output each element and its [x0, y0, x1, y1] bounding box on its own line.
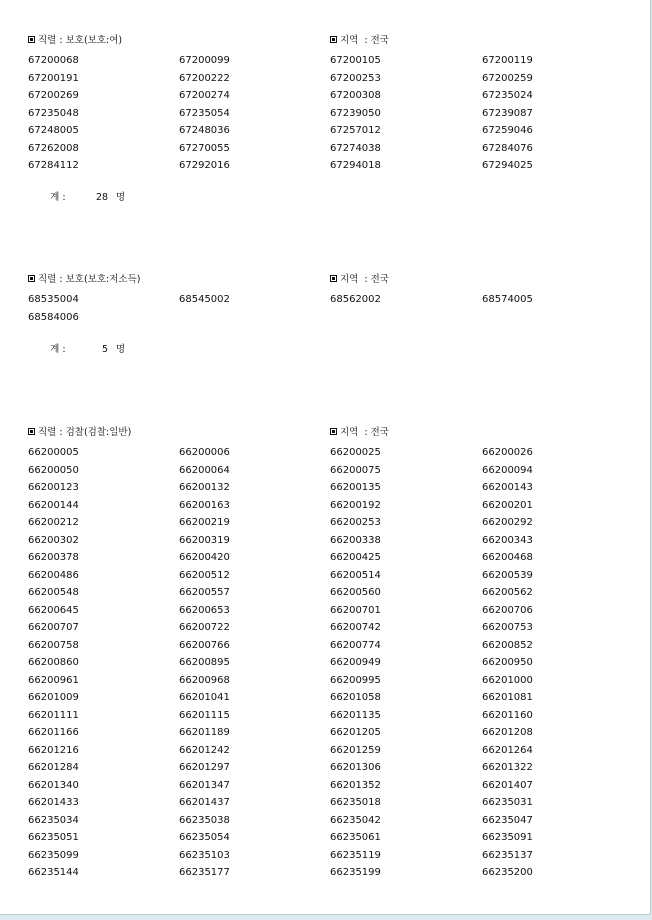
id-cell: 66200950: [482, 657, 533, 668]
square-bullet-icon: [330, 36, 337, 43]
id-cell: 67200099: [179, 55, 230, 66]
id-cell: 67200274: [179, 90, 230, 101]
job-series-label: 직렬 : 보호(보호:여): [38, 35, 123, 46]
id-cell: 67200191: [28, 72, 79, 84]
id-cell: 66200163: [179, 499, 230, 511]
id-cell: 66201041: [179, 692, 230, 703]
id-cell: 67248005: [28, 125, 79, 136]
total-count: 28: [96, 192, 109, 203]
id-cell: 66200064: [179, 464, 230, 476]
id-cell: 66201208: [482, 727, 533, 738]
job-series-header: [28, 426, 131, 440]
id-cell: 67257012: [330, 125, 381, 136]
id-cell: 66235018: [330, 797, 381, 808]
total-unit: 명: [116, 344, 126, 355]
id-cell: 67235024: [482, 90, 533, 101]
id-cell: 66200860: [28, 657, 79, 668]
id-cell: 66200144: [28, 499, 79, 511]
id-cell: 66200486: [28, 569, 79, 581]
id-cell: 66200895: [179, 657, 230, 668]
job-series-header: [28, 273, 140, 287]
id-cell: 67239050: [330, 107, 381, 119]
id-cell: 66200961: [28, 674, 79, 686]
id-cell: 66200319: [179, 534, 230, 546]
total-unit: 명: [116, 192, 126, 203]
id-cell: 66200468: [482, 552, 533, 563]
id-cell: 66201135: [330, 709, 381, 721]
id-cell: 66200706: [482, 604, 533, 616]
id-cell: 67200253: [330, 72, 381, 84]
id-cell: 66200766: [179, 639, 230, 651]
id-cell: 66200512: [179, 569, 230, 581]
id-cell: 66201306: [330, 762, 381, 773]
id-row: [28, 140, 648, 158]
id-cell: 66201407: [482, 779, 533, 791]
id-row: [28, 567, 648, 585]
id-cell: 66201189: [179, 727, 230, 738]
id-cell: 66235200: [482, 867, 533, 878]
id-row: [28, 105, 648, 123]
id-cell: 66200005: [28, 447, 79, 458]
id-row: [28, 584, 648, 602]
id-row: [28, 497, 648, 515]
id-cell: 66201433: [28, 797, 79, 808]
total-label: 계 :: [50, 192, 66, 203]
id-cell: 66201009: [28, 692, 79, 703]
id-cell: 66201058: [330, 692, 381, 703]
id-cell: 66235031: [482, 797, 533, 808]
id-row: [28, 479, 648, 497]
id-cell: 66201352: [330, 779, 381, 791]
id-cell: 66200219: [179, 517, 230, 528]
id-cell: 66235061: [330, 832, 381, 843]
id-cell: 67200068: [28, 55, 79, 66]
id-cell: 66200378: [28, 552, 79, 563]
id-cell: 66200653: [179, 604, 230, 616]
id-row: [28, 309, 648, 327]
id-cell: 66201242: [179, 744, 230, 756]
square-bullet-icon: [28, 275, 35, 282]
id-cell: 67284112: [28, 160, 79, 171]
id-cell: 66200645: [28, 604, 79, 616]
id-cell: 66200548: [28, 587, 79, 598]
id-cell: 66201340: [28, 779, 79, 791]
id-cell: 66235177: [179, 867, 230, 878]
id-cell: 66235042: [330, 814, 381, 826]
id-row: [28, 707, 648, 725]
id-cell: 66235091: [482, 832, 533, 843]
id-cell: 66200123: [28, 482, 79, 493]
id-row: [28, 52, 648, 70]
id-cell: 66200701: [330, 604, 381, 616]
id-row: [28, 654, 648, 672]
id-cell: 68535004: [28, 294, 79, 305]
id-cell: 66200343: [482, 534, 533, 546]
id-row: [28, 514, 648, 532]
id-cell: 66200968: [179, 674, 230, 686]
region-header: [330, 273, 389, 287]
id-row: [28, 829, 648, 847]
id-cell: 66201259: [330, 744, 381, 756]
id-row: [28, 777, 648, 795]
id-cell: 66201160: [482, 709, 533, 721]
id-row: [28, 444, 648, 462]
id-row: [28, 637, 648, 655]
id-row: [28, 291, 648, 309]
id-cell: 66201111: [28, 709, 79, 721]
id-cell: 66235038: [179, 814, 230, 826]
id-cell: 66235047: [482, 814, 533, 826]
id-cell: 67294018: [330, 160, 381, 171]
id-cell: 66201081: [482, 692, 533, 703]
region-header: [330, 426, 389, 440]
total-line: [32, 329, 126, 355]
id-cell: 67294025: [482, 160, 533, 171]
id-cell: 68562002: [330, 294, 381, 305]
id-cell: 66200557: [179, 587, 230, 598]
id-cell: 66200025: [330, 447, 381, 458]
id-row: [28, 532, 648, 550]
id-cell: 66200722: [179, 622, 230, 633]
id-cell: 66200742: [330, 622, 381, 633]
id-cell: 66200758: [28, 639, 79, 651]
id-cell: 66200995: [330, 674, 381, 686]
id-cell: 67200259: [482, 72, 533, 84]
region-header: [330, 34, 389, 48]
id-cell: 66201322: [482, 762, 533, 773]
id-cell: 67235054: [179, 107, 230, 119]
id-cell: 68574005: [482, 294, 533, 305]
id-cell: 66200425: [330, 552, 381, 563]
id-cell: 66200753: [482, 622, 533, 633]
id-grid: [28, 291, 648, 326]
id-cell: 66201297: [179, 762, 230, 773]
total-count: 5: [102, 344, 109, 355]
id-cell: 67248036: [179, 125, 230, 136]
id-row: [28, 87, 648, 105]
id-cell: 66200201: [482, 499, 533, 511]
id-cell: 67274038: [330, 142, 381, 154]
id-cell: 66200707: [28, 622, 79, 633]
id-cell: 68545002: [179, 294, 230, 305]
id-row: [28, 812, 648, 830]
id-grid: [28, 444, 648, 882]
id-row: [28, 794, 648, 812]
id-cell: 66200006: [179, 447, 230, 458]
id-cell: 66200539: [482, 569, 533, 581]
id-cell: 66200302: [28, 534, 79, 546]
id-row: [28, 689, 648, 707]
region-label: 지역 : 전국: [340, 427, 389, 438]
id-cell: 67239087: [482, 107, 533, 119]
id-cell: 66200562: [482, 587, 533, 598]
id-cell: 66201347: [179, 779, 230, 791]
id-cell: 67200269: [28, 90, 79, 101]
region-label: 지역 : 전국: [340, 35, 389, 46]
id-row: [28, 157, 648, 175]
id-cell: 66201205: [330, 727, 381, 738]
square-bullet-icon: [330, 428, 337, 435]
id-cell: 66200253: [330, 517, 381, 528]
id-row: [28, 122, 648, 140]
id-cell: 67200105: [330, 55, 381, 66]
id-row: [28, 724, 648, 742]
square-bullet-icon: [28, 428, 35, 435]
id-cell: 66200192: [330, 499, 381, 511]
id-cell: 66200026: [482, 447, 533, 458]
id-cell: 66201284: [28, 762, 79, 773]
id-cell: 66201437: [179, 797, 230, 808]
id-cell: 67200308: [330, 90, 381, 101]
id-cell: 66235054: [179, 832, 230, 843]
region-label: 지역 : 전국: [340, 274, 389, 285]
id-cell: 67262008: [28, 142, 79, 154]
total-label: 계 :: [50, 344, 66, 355]
id-cell: 66235137: [482, 849, 533, 861]
square-bullet-icon: [330, 275, 337, 282]
id-row: [28, 619, 648, 637]
id-row: [28, 70, 648, 88]
id-cell: 66200560: [330, 587, 381, 598]
id-cell: 66200135: [330, 482, 381, 493]
id-cell: 66200050: [28, 464, 79, 476]
id-cell: 67200222: [179, 72, 230, 84]
id-cell: 67235048: [28, 107, 79, 119]
id-cell: 66235034: [28, 814, 79, 826]
id-cell: 66200075: [330, 464, 381, 476]
id-cell: 66235103: [179, 849, 230, 861]
id-row: [28, 742, 648, 760]
id-cell: 66200338: [330, 534, 381, 546]
id-cell: 66200852: [482, 639, 533, 651]
id-cell: 66200949: [330, 657, 381, 668]
id-cell: 66200132: [179, 482, 230, 493]
id-cell: 66235199: [330, 867, 381, 878]
id-cell: 67259046: [482, 125, 533, 136]
id-cell: 67284076: [482, 142, 533, 154]
id-cell: 66235099: [28, 849, 79, 861]
id-row: [28, 549, 648, 567]
job-series-label: 직렬 : 검찰(검찰:일반): [38, 427, 132, 438]
id-cell: 66235051: [28, 832, 79, 843]
id-cell: 66235144: [28, 867, 79, 878]
id-cell: 67292016: [179, 160, 230, 171]
id-grid: [28, 52, 648, 175]
id-cell: 66200774: [330, 639, 381, 651]
id-cell: 66201000: [482, 674, 533, 686]
id-cell: 66201216: [28, 744, 79, 756]
id-cell: 66200292: [482, 517, 533, 528]
id-cell: 66201115: [179, 709, 230, 721]
job-series-label: 직렬 : 보호(보호:저소득): [38, 274, 141, 285]
id-cell: 67200119: [482, 55, 533, 66]
id-row: [28, 847, 648, 865]
id-row: [28, 462, 648, 480]
total-line: [32, 177, 126, 203]
id-cell: 66235119: [330, 849, 381, 861]
id-cell: 66200514: [330, 569, 381, 581]
square-bullet-icon: [28, 36, 35, 43]
id-row: [28, 602, 648, 620]
id-cell: 66200094: [482, 464, 533, 476]
id-cell: 67270055: [179, 142, 230, 154]
id-cell: 66201166: [28, 727, 79, 738]
id-cell: 66200420: [179, 552, 230, 563]
job-series-header: [28, 34, 122, 48]
id-cell: 66200143: [482, 482, 533, 493]
id-row: [28, 864, 648, 882]
id-cell: 66201264: [482, 744, 533, 756]
id-row: [28, 759, 648, 777]
id-cell: 66200212: [28, 517, 79, 528]
id-row: [28, 672, 648, 690]
id-cell: 68584006: [28, 311, 79, 323]
